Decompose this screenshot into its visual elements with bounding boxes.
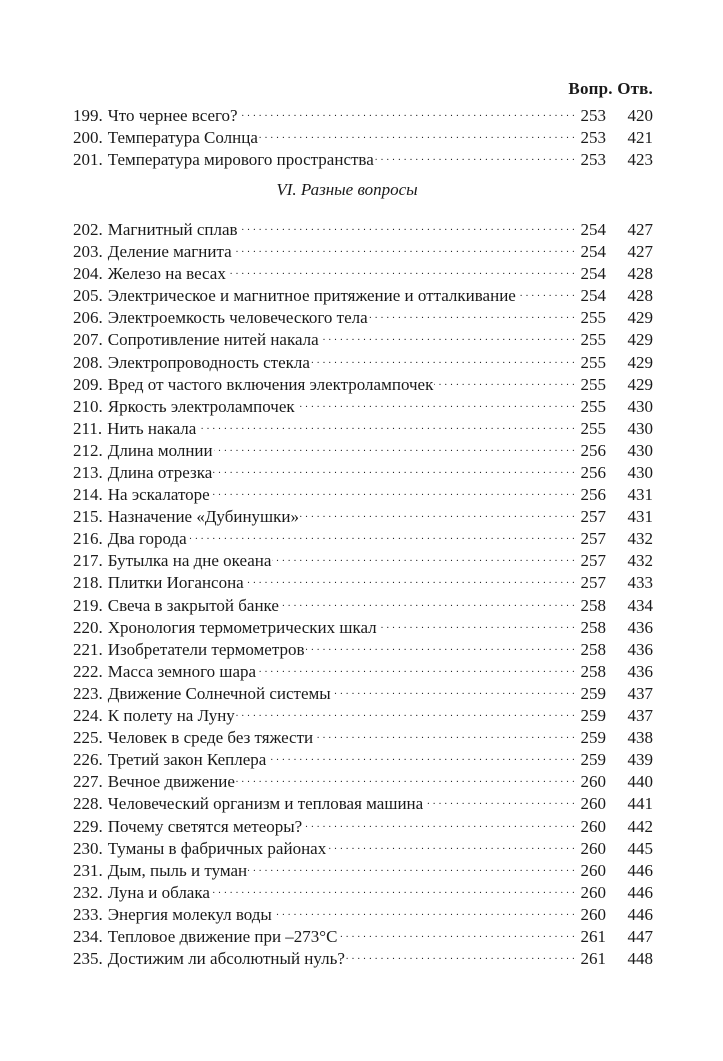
answer-page: 421 [627,127,653,147]
answer-page: 431 [627,485,653,505]
toc-entry [73,945,653,967]
toc-entry [73,835,653,857]
entry-title: Почему светятся метеоры? [107,816,303,836]
dot-leader [273,901,575,920]
question-page: 256 [580,440,606,460]
entry-number: 229. [73,816,103,836]
dot-leader [320,327,575,346]
answer-page: 441 [627,794,653,814]
dot-leader [248,857,575,876]
entry-number: 199. [73,105,103,125]
question-page: 254 [580,264,606,284]
entry-number: 223. [73,683,103,703]
dot-leader [378,614,575,633]
dot-leader [434,371,575,390]
answer-page: 429 [627,374,653,394]
dot-leader [236,702,575,721]
dot-leader [245,570,575,589]
toc-entry [73,636,653,658]
answer-page: 436 [627,639,653,659]
entry-title: Плитки Иогансона [107,573,244,593]
question-page: 254 [580,286,606,306]
question-page: 255 [580,330,606,350]
toc-entry [73,769,653,791]
toc-entry [73,923,653,945]
question-page: 256 [580,485,606,505]
dot-leader [211,481,575,500]
dot-leader [267,747,575,766]
dot-leader [332,680,575,699]
toc-entry [73,260,653,282]
question-page: 255 [580,396,606,416]
toc-entry [73,415,653,437]
entry-title: Третий закон Кеплера [107,750,267,770]
section-title: VI. Разные вопросы [276,180,418,200]
entry-title: Температура мирового пространства [107,149,374,169]
entry-number: 217. [73,551,103,571]
column-header [73,76,653,102]
entry-title: Дым, пыль и туман [107,860,248,880]
entry-number: 231. [73,860,103,880]
entry-title: Назначение «Дубинушки» [107,507,299,527]
entry-number: 204. [73,264,103,284]
entry-number: 221. [73,639,103,659]
entry-number: 224. [73,706,103,726]
toc-entry [73,102,653,124]
toc-entry [73,459,653,481]
toc-entry [73,526,653,548]
answer-page: 446 [627,882,653,902]
question-page: 257 [580,529,606,549]
entry-title: К полету на Луну [107,706,235,726]
toc-entry [73,124,653,146]
dot-leader [517,283,575,302]
entry-number: 233. [73,904,103,924]
entry-title: Человеческий организм и тепловая машина [107,794,424,814]
question-page: 260 [580,794,606,814]
toc-entry [73,791,653,813]
dot-leader [338,923,575,942]
answer-page: 446 [627,860,653,880]
entry-title: Бутылка на дне океана [107,551,272,571]
dot-leader [280,592,575,611]
entry-title: Масса земного шара [107,661,257,681]
entry-title: Человек в среде без тяжести [107,728,314,748]
entry-number: 226. [73,750,103,770]
toc-entry [73,702,653,724]
entry-number: 208. [73,352,103,372]
answer-page: 437 [627,683,653,703]
dot-leader [197,415,575,434]
question-page: 260 [580,772,606,792]
entry-title: На эскалаторе [107,485,210,505]
question-page: 257 [580,507,606,527]
dot-leader [233,238,575,257]
dot-leader [300,504,575,523]
entry-title: Магнитный сплав [107,219,238,239]
toc-entry [73,371,653,393]
toc-entry [73,548,653,570]
toc-entry [73,570,653,592]
entry-title: Туманы в фабричных районах [107,838,327,858]
dot-leader [239,102,575,121]
answer-page: 436 [627,617,653,637]
entry-number: 206. [73,308,103,328]
question-page: 261 [580,949,606,969]
question-page: 258 [580,661,606,681]
dot-leader [424,791,575,810]
entry-number: 227. [73,772,103,792]
entry-title: Вечное движение [107,772,235,792]
entry-number: 203. [73,242,103,262]
answer-page: 433 [627,573,653,593]
toc-entry [73,437,653,459]
answer-page: 445 [627,838,653,858]
question-page: 257 [580,551,606,571]
question-page: 260 [580,838,606,858]
toc-entry [73,813,653,835]
dot-leader [375,146,575,165]
dot-leader [239,216,575,235]
toc-entry [73,901,653,923]
dot-leader [306,636,575,655]
question-page: 259 [580,706,606,726]
question-page: 260 [580,904,606,924]
entry-number: 205. [73,286,103,306]
entry-title: Энергия молекул воды [107,904,272,924]
dot-leader [346,945,575,964]
entry-title: Длина отрезка [107,463,213,482]
question-page: 255 [580,418,606,438]
answer-page: 446 [627,904,653,924]
entry-number: 211. [73,418,103,438]
entry-number: 209. [73,374,103,394]
entry-title: Вред от частого включения электролампочек [107,374,434,394]
entry-title: Движение Солнечной системы [107,683,331,703]
toc-entry [73,327,653,349]
toc-list-main [73,216,653,967]
dot-leader [296,393,575,412]
answer-page: 430 [627,396,653,416]
toc-entry [73,857,653,879]
question-page: 255 [580,374,606,394]
toc-entry [73,481,653,503]
answer-page: 429 [627,308,653,328]
dot-leader [311,349,575,368]
question-page: 259 [580,750,606,770]
toc-entry [73,658,653,680]
answer-page: 440 [627,772,653,792]
entry-title: Два города [107,529,187,549]
entry-number: 234. [73,926,103,946]
toc-entry [73,680,653,702]
entry-title: Температура Солнца [107,127,258,147]
toc-entry [73,724,653,746]
dot-leader [303,813,575,832]
entry-number: 228. [73,794,103,814]
entry-title: Электроемкость человеческого тела [107,308,368,328]
entry-title: Электрическое и магнитное притяжение и отталкивание [107,286,516,306]
answer-page: 420 [627,105,653,125]
question-page: 255 [580,352,606,372]
dot-leader [314,724,575,743]
entry-number: 220. [73,617,103,637]
entry-title: Хронология термометрических шкал [107,617,377,637]
dot-leader [259,124,575,143]
toc-entry [73,393,653,415]
toc-page [73,76,653,967]
entry-number: 215. [73,507,103,527]
question-page: 253 [580,149,606,169]
entry-number: 210. [73,396,103,416]
question-page: 258 [580,595,606,615]
entry-title: Изобретатели термометров [107,639,305,659]
answer-page: 434 [627,595,653,615]
dot-leader [213,459,575,478]
answer-page: 427 [627,219,653,239]
entry-number: 212. [73,440,103,460]
dot-leader [327,835,575,854]
entry-number: 207. [73,330,103,350]
toc-entry [73,349,653,371]
question-page: 253 [580,127,606,147]
answer-page: 447 [627,926,653,946]
answer-page: 430 [627,440,653,460]
answer-page: 429 [627,352,653,372]
toc-entry [73,614,653,636]
toc-list-top [73,102,653,168]
question-page: 253 [580,105,606,125]
answer-page: 430 [627,418,653,438]
dot-leader [227,260,575,279]
entry-title: Нить накала [107,418,197,438]
answer-page: 429 [627,330,653,350]
answer-page: 432 [627,551,653,571]
dot-leader [214,437,575,456]
question-page: 254 [580,219,606,239]
answer-page: 430 [627,463,653,482]
question-page: 256 [580,463,606,482]
question-page: 257 [580,573,606,593]
entry-number: 225. [73,728,103,748]
question-page: 259 [580,728,606,748]
question-page: 259 [580,683,606,703]
entry-number: 213. [73,463,103,482]
toc-entry [73,592,653,614]
question-page: 255 [580,308,606,328]
answer-page: 442 [627,816,653,836]
entry-number: 222. [73,661,103,681]
entry-number: 200. [73,127,103,147]
question-page: 260 [580,860,606,880]
entry-title: Железо на весах [107,264,226,284]
entry-number: 230. [73,838,103,858]
toc-entry [73,879,653,901]
entry-number: 218. [73,573,103,593]
entry-title: Деление магнита [107,242,232,262]
answer-page: 431 [627,507,653,527]
entry-number: 214. [73,485,103,505]
entry-title: Длина молнии [107,440,213,460]
entry-number: 216. [73,529,103,549]
toc-entry [73,305,653,327]
dot-leader [236,769,575,788]
toc-entry [73,504,653,526]
answer-page: 436 [627,661,653,681]
answer-page: 438 [627,728,653,748]
column-header-label: Вопр. Отв. [568,79,653,98]
entry-title: Свеча в закрытой банке [107,595,279,615]
toc-entry [73,283,653,305]
entry-number: 235. [73,949,103,969]
toc-entry [73,747,653,769]
question-page: 260 [580,882,606,902]
entry-title: Тепловое движение при –273°C [107,926,338,946]
entry-title: Луна и облака [107,882,210,902]
dot-leader [272,548,575,567]
dot-leader [257,658,575,677]
question-page: 260 [580,816,606,836]
question-page: 254 [580,242,606,262]
dot-leader [369,305,575,324]
dot-leader [188,526,575,545]
entry-number: 202. [73,219,103,239]
answer-page: 448 [627,949,653,969]
entry-number: 219. [73,595,103,615]
question-page: 261 [580,926,606,946]
entry-title: Сопротивление нитей накала [107,330,319,350]
question-page: 258 [580,617,606,637]
entry-title: Достижим ли абсолютный нуль? [107,949,345,969]
dot-leader [211,879,575,898]
answer-page: 427 [627,242,653,262]
entry-title: Электропроводность стекла [107,352,310,372]
toc-entry [73,238,653,260]
entry-number: 232. [73,882,103,902]
answer-page: 432 [627,529,653,549]
answer-page: 428 [627,286,653,306]
question-page: 258 [580,639,606,659]
answer-page: 428 [627,264,653,284]
section-heading [73,164,653,216]
answer-page: 439 [627,750,653,770]
entry-title: Что чернее всего? [107,105,238,125]
toc-entry [73,216,653,238]
answer-page: 423 [627,149,653,169]
answer-page: 437 [627,706,653,726]
entry-title: Яркость электролампочек [107,396,295,416]
entry-number: 201. [73,149,103,169]
